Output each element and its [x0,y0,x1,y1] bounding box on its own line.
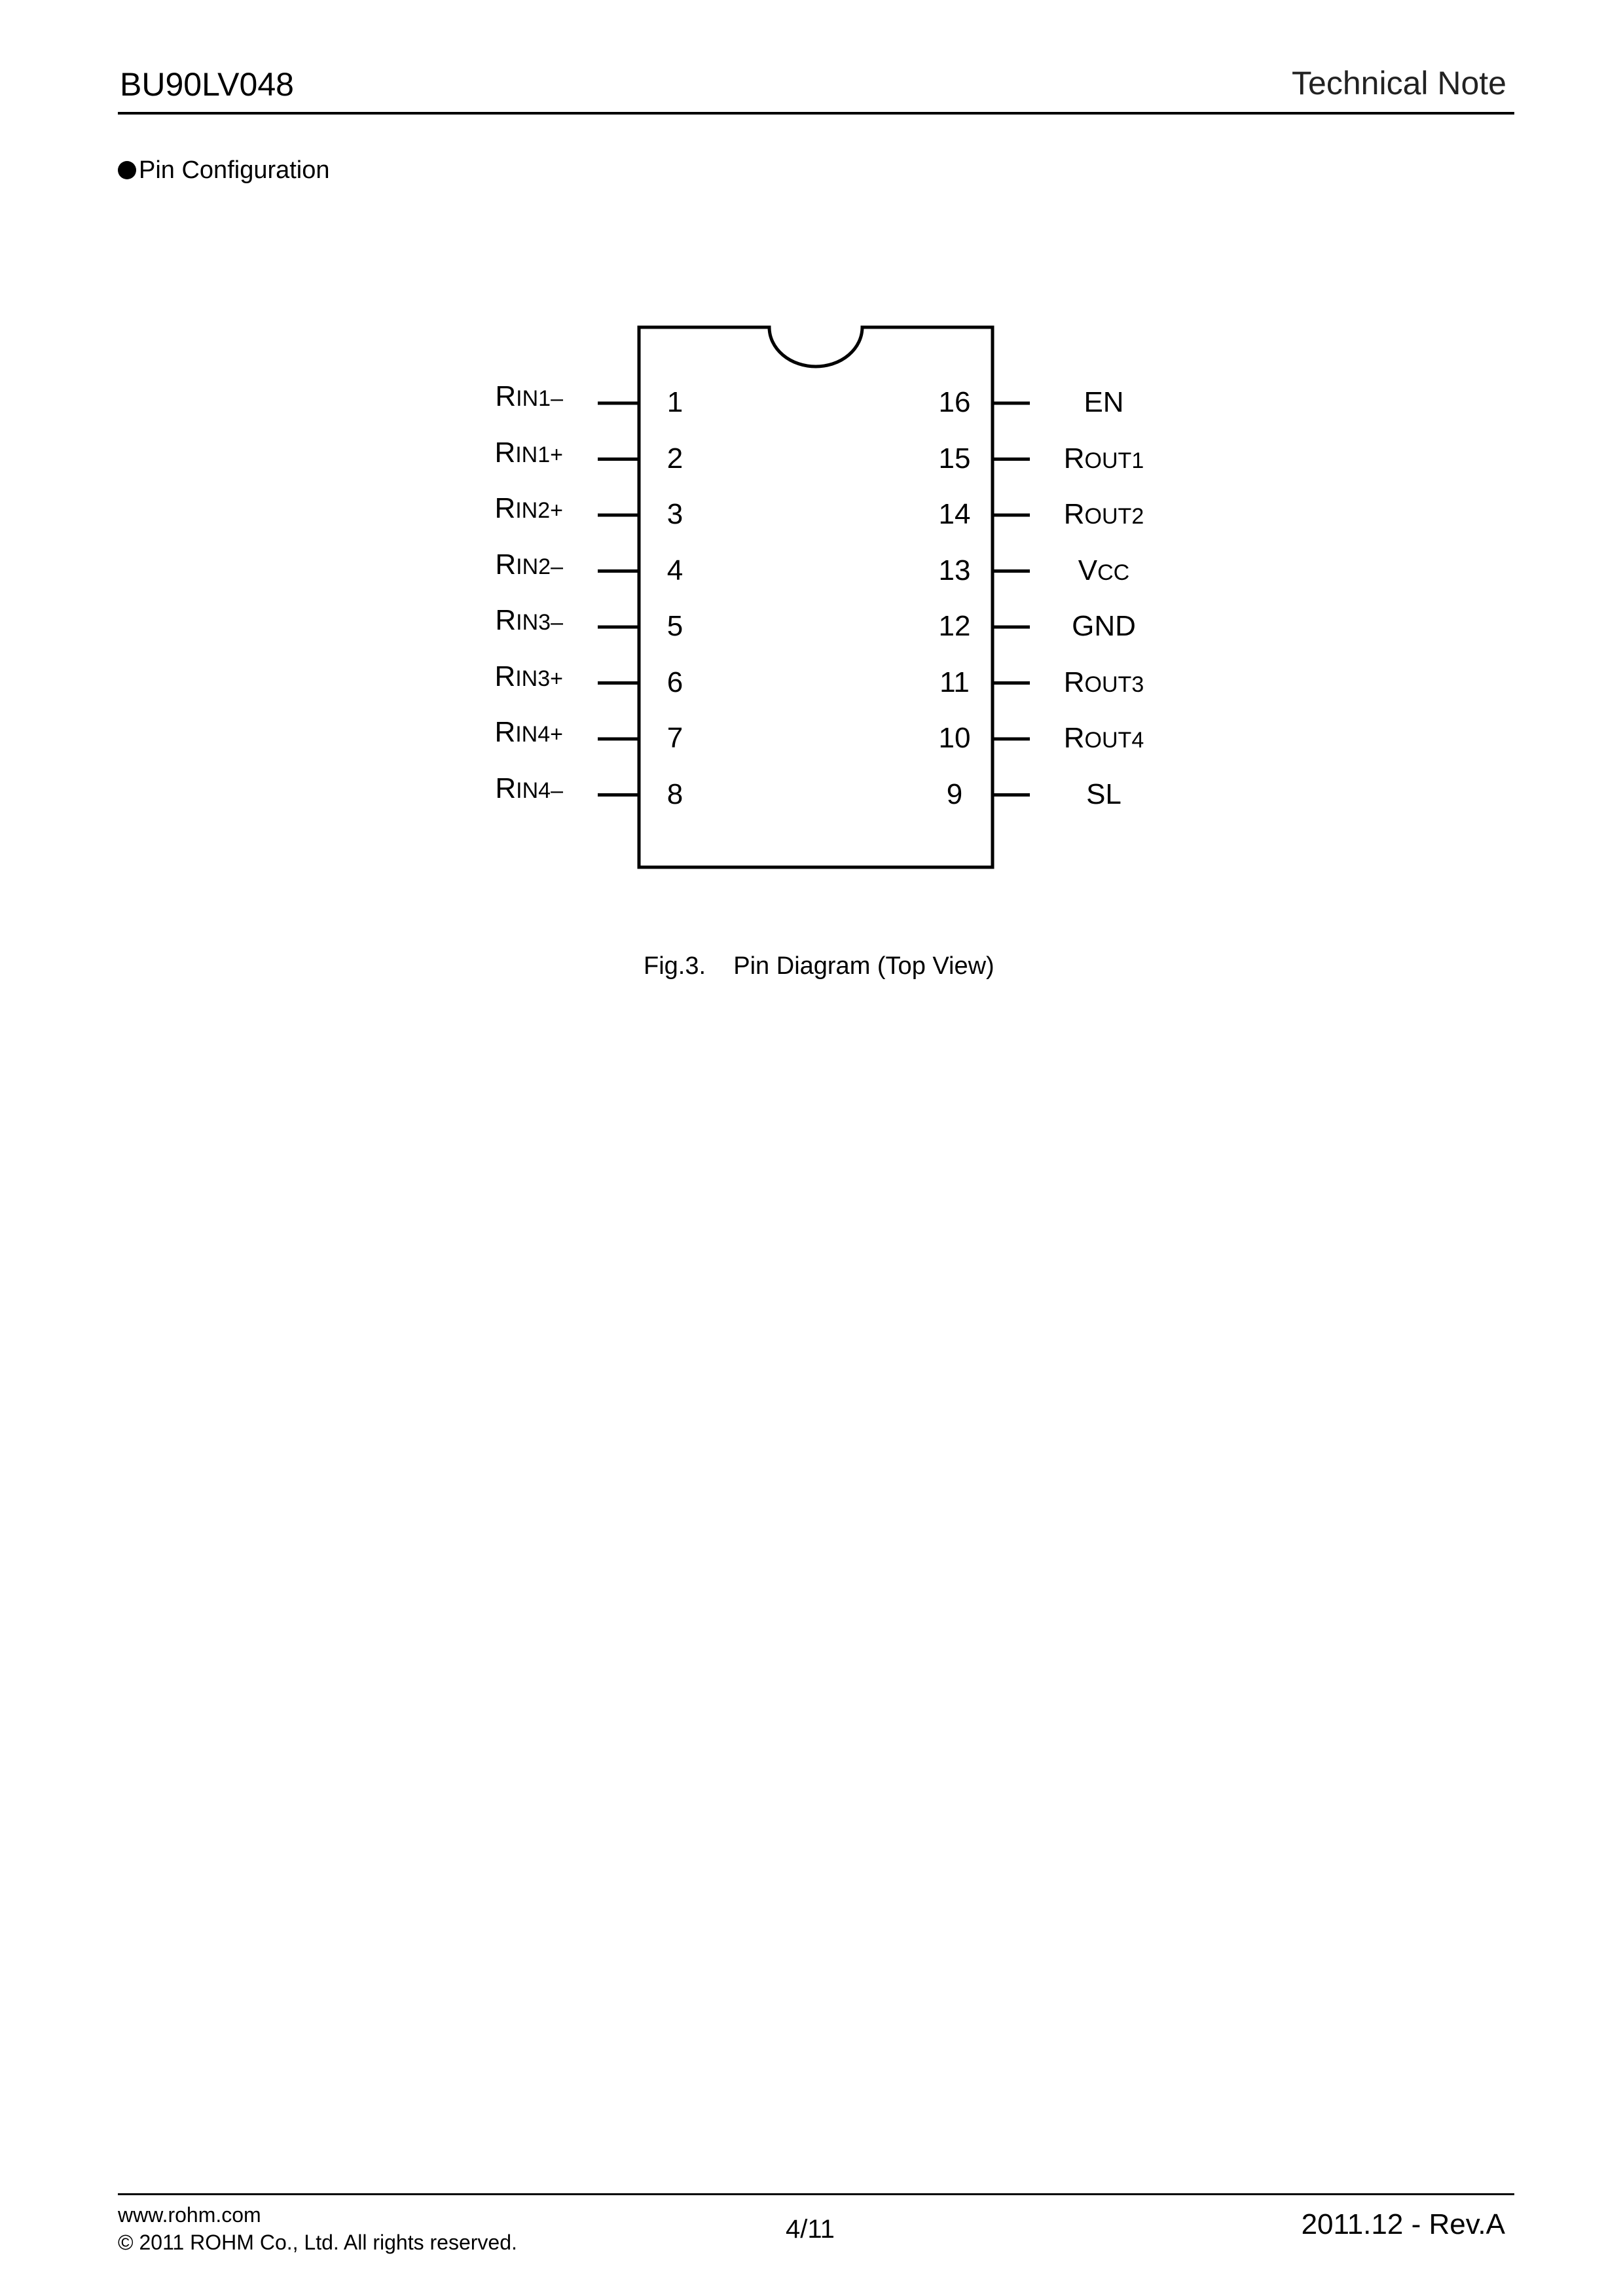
section-title: Pin Configuration [139,156,330,184]
pin-10-label [1025,722,1182,755]
pin-1-label [419,380,563,413]
page-number: 4/11 [786,2215,835,2244]
document-type: Technical Note [1292,65,1506,101]
pin-label-main: R [495,548,517,581]
pin-1-number: 1 [666,386,684,418]
header-rule [118,112,1514,115]
pin-label-sub: OUT2 [1084,504,1144,529]
pin-label-sub: IN1+ [515,442,563,467]
pin-label-main: R [1063,442,1085,475]
pin-3-number: 3 [666,498,684,530]
pin-9-label [1025,778,1182,811]
pin-6-number: 6 [666,666,684,698]
pin-label-main: R [495,772,517,804]
pin-label-sub: IN2– [516,554,563,579]
pin-label-sub: IN4– [516,778,563,803]
chip-body [639,327,993,867]
pin-6-label [419,660,563,693]
pin-label-main: GND [1072,610,1136,642]
bullet-icon [118,161,136,179]
pin-label-sub: IN4+ [515,722,563,747]
pin-4-number: 4 [666,554,684,586]
pin-label-sub: IN1– [516,386,563,411]
pin-label-main: R [495,380,517,412]
pin-label-main: SL [1086,778,1122,810]
revision: 2011.12 - Rev.A [1301,2208,1505,2240]
pin-label-main: R [1063,498,1085,530]
section-heading [118,156,330,185]
pin-5-number: 5 [666,610,684,642]
pin-label-main: R [494,492,516,524]
pin-label-main: R [1063,666,1085,698]
pin-4-label [419,548,563,581]
footer-url[interactable]: www.rohm.com [118,2203,261,2227]
pin-13-label [1025,554,1182,587]
pin-8-number: 8 [666,778,684,810]
pin-8-label [419,772,563,805]
pin-7-label [419,716,563,749]
pin-7-number: 7 [666,722,684,754]
pin-3-label [419,492,563,525]
pin-15-number: 15 [938,442,971,475]
pin-label-sub: IN2+ [515,498,563,523]
pin-label-main: R [1063,722,1085,754]
pin-label-sub: CC [1097,560,1130,585]
pin-5-label [419,604,563,637]
pin-14-label [1025,498,1182,531]
pin-label-sub: OUT3 [1084,672,1144,697]
pin-10-number: 10 [938,722,971,754]
pin-label-sub: IN3+ [515,666,563,691]
pin-16-number: 16 [938,386,971,418]
pin-14-number: 14 [938,498,971,530]
pin-11-number: 11 [939,666,970,698]
pin-16-label [1025,386,1182,419]
document-id: BU90LV048 [120,66,294,103]
pin-9-number: 9 [946,778,963,810]
pin-label-main: R [494,716,516,748]
pin-label-main: EN [1084,386,1124,418]
pin-12-number: 12 [938,610,971,642]
pin-label-sub: OUT1 [1084,448,1144,473]
pin-label-main: R [494,436,516,469]
pin-2-label [419,437,563,469]
pin-13-number: 13 [938,554,971,586]
pin-label-main: R [495,604,517,636]
figure-caption: Fig.3. Pin Diagram (Top View) [644,952,994,980]
footer-rule [118,2193,1514,2195]
pin-12-label [1025,610,1182,643]
pin-2-number: 2 [666,442,684,475]
pin-label-main: V [1078,554,1098,586]
pin-11-label [1025,666,1182,699]
footer-copyright: © 2011 ROHM Co., Ltd. All rights reserved. [118,2231,517,2254]
pin-15-label [1025,442,1182,475]
pin-label-main: R [494,660,516,692]
pin-label-sub: OUT4 [1084,728,1144,753]
pin-label-sub: IN3– [516,610,563,635]
